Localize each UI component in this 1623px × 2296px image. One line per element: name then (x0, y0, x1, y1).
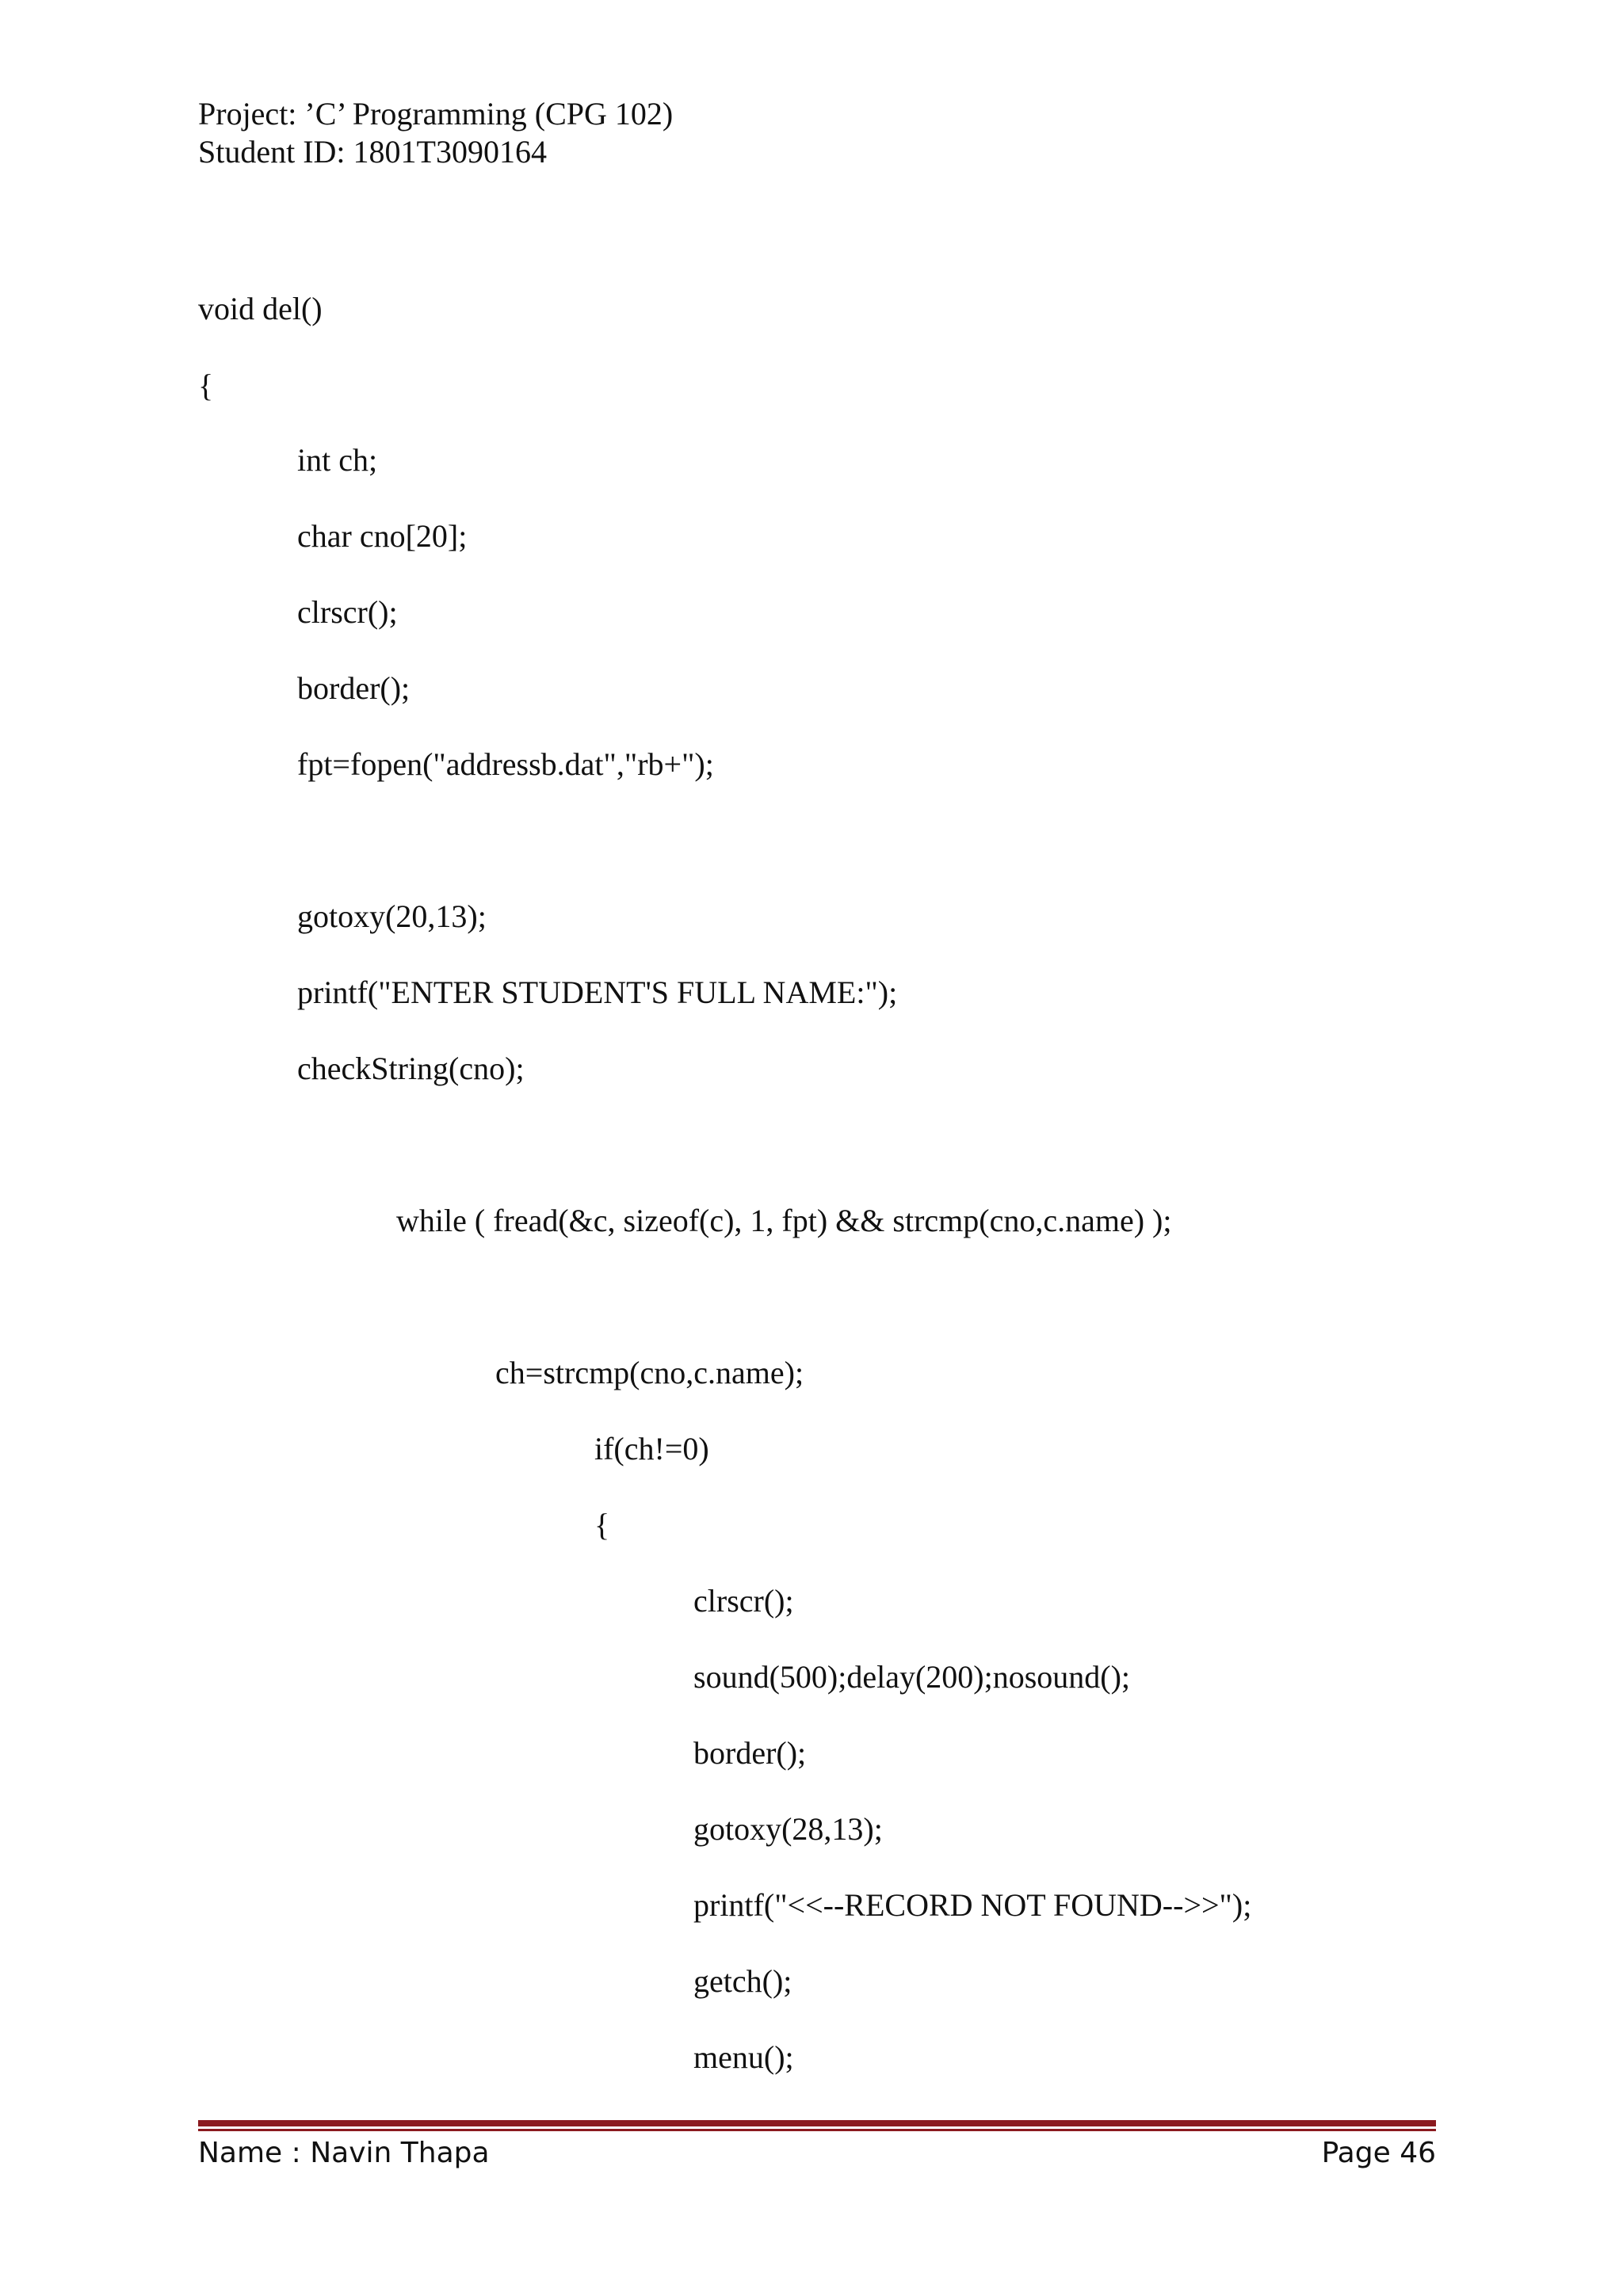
page-number: Page 46 (1321, 2137, 1436, 2169)
code-line: int ch; (297, 442, 378, 478)
code-line: printf("ENTER STUDENT'S FULL NAME:"); (297, 974, 898, 1010)
code-line: gotoxy(28,13); (693, 1811, 883, 1847)
code-line: ch=strcmp(cno,c.name); (495, 1355, 804, 1390)
code-line: clrscr(); (693, 1583, 794, 1619)
code-line: sound(500);delay(200);nosound(); (693, 1659, 1131, 1695)
footer-rule-thin (198, 2129, 1436, 2131)
author-name: Name : Navin Thapa (198, 2137, 490, 2169)
code-line: while ( fread(&c, sizeof(c), 1, fpt) && strcmp(cno,c.name) ); (396, 1203, 1172, 1238)
code-line: char cno[20]; (297, 518, 468, 554)
footer-rule (198, 2120, 1436, 2126)
code-line: menu(); (693, 2039, 794, 2075)
code-line: printf("<<--RECORD NOT FOUND-->>"); (693, 1887, 1252, 1923)
code-line: fpt=fopen("addressb.dat","rb+"); (297, 746, 714, 782)
code-listing (198, 0, 1434, 2107)
code-line: clrscr(); (297, 594, 398, 630)
code-line: checkString(cno); (297, 1051, 525, 1086)
student-id: Student ID: 1801T3090164 (198, 134, 547, 170)
code-line: border(); (297, 670, 411, 706)
page-footer (198, 2134, 1436, 2174)
code-line: if(ch!=0) (594, 1431, 709, 1466)
code-line: gotoxy(20,13); (297, 898, 487, 934)
code-line: { (594, 1507, 610, 1543)
code-line: void del() (198, 291, 323, 326)
project-title: Project: ’C’ Programming (CPG 102) (198, 96, 674, 132)
code-line: border(); (693, 1735, 807, 1771)
code-line: getch(); (693, 1963, 792, 1999)
code-line: { (198, 368, 214, 403)
